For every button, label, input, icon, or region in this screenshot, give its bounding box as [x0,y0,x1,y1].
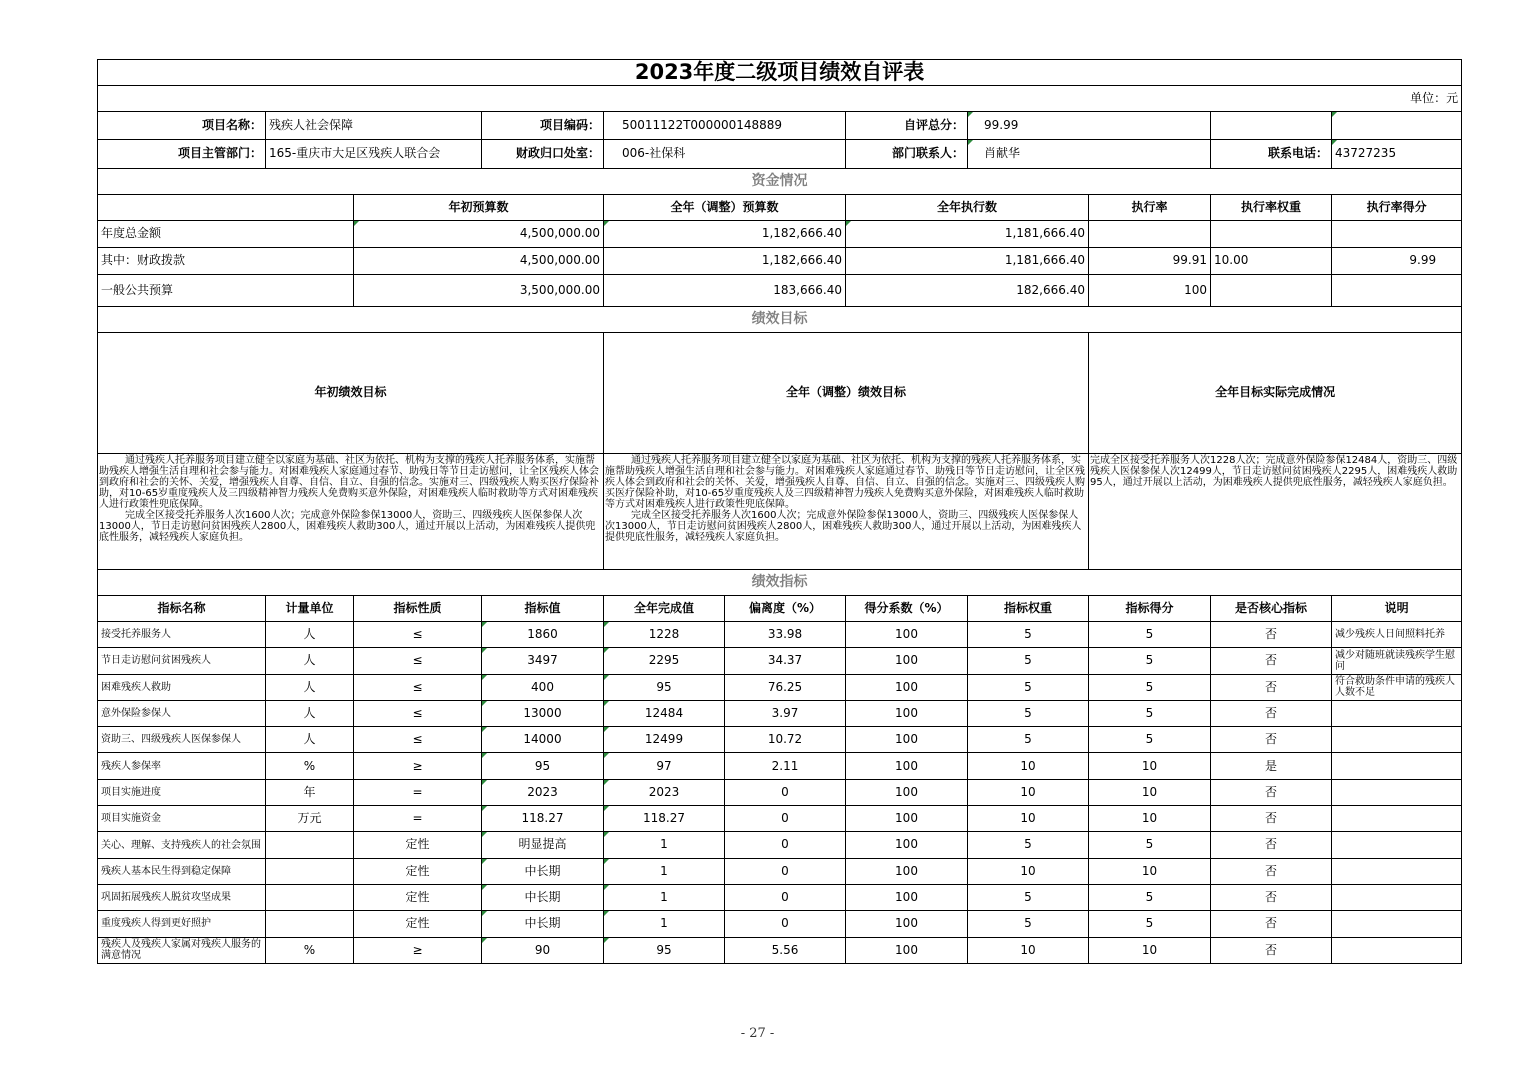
indicator-header: 得分系数（%） [846,596,968,622]
indicator-score: 5 [1089,832,1211,858]
indicator-weight: 5 [968,911,1089,937]
indicator-coef: 100 [846,753,968,779]
unit-label: 单位：元 [98,86,1462,112]
indicator-score: 10 [1089,858,1211,884]
funds-header: 执行率得分 [1332,195,1462,221]
indicator-unit: 人 [266,674,354,700]
funds-header: 年初预算数 [354,195,604,221]
indicator-deviation: 33.98 [725,622,846,648]
indicator-coef: 100 [846,674,968,700]
indicator-weight: 5 [968,622,1089,648]
indicator-header: 指标性质 [354,596,482,622]
indicator-weight: 5 [968,674,1089,700]
indicator-row [98,937,1462,963]
indicator-name: 项目实施进度 [98,779,266,805]
indicator-nature: ≥ [354,753,482,779]
funds-header: 执行率 [1089,195,1211,221]
indicator-coef: 100 [846,832,968,858]
indicator-header: 计量单位 [266,596,354,622]
indicator-header: 说明 [1332,596,1462,622]
indicator-header: 全年完成值 [604,596,725,622]
goal-paragraph: 完成全区接受托养服务人次1600人次；完成意外保险参保13000人，资助三、四级残疾人医保参保人次13000人，节日走访慰问贫困残疾人2800人，困难残疾人救助300人，通过开展以上活动，为困难残疾人提供兜底性服务，减轻残疾人家庭负担。 [99,510,596,543]
indicator-note [1332,832,1462,858]
indicator-nature: ≤ [354,727,482,753]
funds-score: 9.99 [1332,248,1462,275]
indicator-coef: 100 [846,911,968,937]
indicator-score: 10 [1089,779,1211,805]
indicator-row [98,753,1462,779]
indicator-note [1332,884,1462,910]
indicator-unit: % [266,753,354,779]
funds-rate [1089,221,1211,248]
indicator-deviation: 76.25 [725,674,846,700]
indicator-name: 资助三、四级残疾人医保参保人 [98,727,266,753]
indicator-score: 5 [1089,648,1211,674]
indicator-target: 3497 [482,648,604,674]
indicator-note [1332,779,1462,805]
indicator-core: 否 [1211,727,1332,753]
indicator-nature: = [354,806,482,832]
indicator-header: 偏离度（%） [725,596,846,622]
goal-paragraph: 通过残疾人托养服务项目建立健全以家庭为基础、社区为依托、机构为支撑的残疾人托养服务体系，实施帮助残疾人增强生活自理和社会参与能力。对困难残疾人家庭通过春节、助残日等节日走访慰问，让全区残疾人体会到政府和社会的关怀、关爱，增强残疾人自尊、自信、自立、自强的信念。实施对三、四级残疾人购买医疗保险补助，对10-65岁重度残疾人及三四级精神智力残疾人免费购买意外保险，对困难残疾人临时救助等方式对困难残疾人进行政策性兜底保障。 [99,455,599,510]
indicator-name: 关心、理解、支持残疾人的社会氛围 [98,832,266,858]
page-number: - 27 - [740,1026,775,1041]
indicator-row [98,884,1462,910]
indicator-unit: 人 [266,622,354,648]
indicator-name: 重度残疾人得到更好照护 [98,911,266,937]
indicator-score: 5 [1089,700,1211,726]
indicator-nature: ≥ [354,937,482,963]
indicators-section-title: 绩效指标 [98,570,1462,596]
indicator-name: 困难残疾人救助 [98,674,266,700]
indicator-unit: 人 [266,700,354,726]
indicator-score: 10 [1089,753,1211,779]
indicator-core: 否 [1211,700,1332,726]
indicator-coef: 100 [846,806,968,832]
indicator-actual: 1 [604,858,725,884]
indicator-core: 否 [1211,806,1332,832]
indicator-deviation: 0 [725,832,846,858]
indicator-note: 符合救助条件申请的残疾人人数不足 [1332,674,1462,700]
finance-office: 006-社保科 [604,140,846,169]
indicator-weight: 10 [968,937,1089,963]
goal-paragraph: 完成全区接受托养服务人次1600人次；完成意外保险参保13000人，资助三、四级残疾人医保参保人次13000人，节日走访慰问贫困残疾人2800人，困难残疾人救助300人，通过开展以上活动，为困难残疾人提供兜底性服务，减轻残疾人家庭负担。 [605,510,1082,543]
indicator-weight: 5 [968,648,1089,674]
funds-weight: 10.00 [1211,248,1332,275]
indicator-unit: 人 [266,648,354,674]
indicator-rows [98,622,1462,964]
empty-cell [1332,112,1462,140]
indicator-name: 残疾人基本民生得到稳定保障 [98,858,266,884]
indicator-weight: 5 [968,700,1089,726]
indicator-deviation: 0 [725,779,846,805]
funds-row [98,221,1462,248]
indicator-actual: 12499 [604,727,725,753]
indicator-score: 5 [1089,674,1211,700]
indicator-coef: 100 [846,779,968,805]
funds-initial: 4,500,000.00 [354,248,604,275]
indicator-name: 残疾人及残疾人家属对残疾人服务的满意情况 [98,937,266,963]
indicator-weight: 5 [968,832,1089,858]
indicator-target: 400 [482,674,604,700]
indicator-note [1332,806,1462,832]
indicator-target: 1860 [482,622,604,648]
indicator-coef: 100 [846,937,968,963]
indicator-deviation: 0 [725,806,846,832]
indicator-target: 13000 [482,700,604,726]
indicator-weight: 5 [968,884,1089,910]
funds-rate: 100 [1089,275,1211,307]
indicator-unit: 人 [266,727,354,753]
indicator-core: 否 [1211,937,1332,963]
indicator-deviation: 5.56 [725,937,846,963]
indicator-coef: 100 [846,727,968,753]
total-score: 99.99 [968,112,1211,140]
indicator-row [98,832,1462,858]
indicator-weight: 10 [968,858,1089,884]
indicator-nature: 定性 [354,858,482,884]
indicator-note [1332,727,1462,753]
indicator-target: 中长期 [482,911,604,937]
indicator-name: 项目实施资金 [98,806,266,832]
project-code-label: 项目编码： [482,112,604,140]
indicator-note [1332,753,1462,779]
indicator-unit [266,884,354,910]
indicator-row [98,674,1462,700]
indicator-coef: 100 [846,884,968,910]
funds-weight [1211,221,1332,248]
indicator-core: 否 [1211,779,1332,805]
goals-header: 年初绩效目标 [98,333,604,454]
finance-label: 财政归口处室： [482,140,604,169]
indicator-coef: 100 [846,648,968,674]
indicator-actual: 1 [604,832,725,858]
indicator-core: 是 [1211,753,1332,779]
project-name: 残疾人社会保障 [266,112,482,140]
indicator-core: 否 [1211,674,1332,700]
indicator-actual: 1 [604,911,725,937]
funds-header: 全年（调整）预算数 [604,195,846,221]
actual-goal-text [1089,454,1462,570]
indicator-actual: 95 [604,937,725,963]
indicator-actual: 95 [604,674,725,700]
indicator-unit [266,832,354,858]
indicator-name: 意外保险参保人 [98,700,266,726]
page-title: 2023年度二级项目绩效自评表 [98,60,1462,86]
indicator-deviation: 3.97 [725,700,846,726]
indicator-nature: ≤ [354,674,482,700]
funds-executed: 1,181,666.40 [846,221,1089,248]
indicator-note [1332,937,1462,963]
indicator-note [1332,700,1462,726]
indicator-deviation: 34.37 [725,648,846,674]
funds-row-name: 其中：财政拨款 [98,248,354,275]
indicator-core: 否 [1211,884,1332,910]
indicator-core: 否 [1211,648,1332,674]
indicator-row [98,858,1462,884]
indicator-score: 5 [1089,911,1211,937]
indicator-name: 巩固拓展残疾人脱贫攻坚成果 [98,884,266,910]
empty-cell [98,195,354,221]
dept: 165-重庆市大足区残疾人联合会 [266,140,482,169]
indicator-note: 减少对随班就读残疾学生慰问 [1332,648,1462,674]
indicator-name: 节日走访慰问贫困残疾人 [98,648,266,674]
indicator-header: 是否核心指标 [1211,596,1332,622]
indicator-unit: 万元 [266,806,354,832]
contact-label: 部门联系人： [846,140,968,169]
indicator-core: 否 [1211,622,1332,648]
funds-initial: 3,500,000.00 [354,275,604,307]
indicator-weight: 10 [968,779,1089,805]
indicator-weight: 10 [968,806,1089,832]
funds-row-name: 一般公共预算 [98,275,354,307]
funds-adjusted: 1,182,666.40 [604,248,846,275]
goals-header: 全年（调整）绩效目标 [604,333,1089,454]
indicator-note [1332,858,1462,884]
indicator-score: 10 [1089,806,1211,832]
funds-score [1332,275,1462,307]
funds-header: 全年执行数 [846,195,1089,221]
indicator-weight: 5 [968,727,1089,753]
indicator-target: 中长期 [482,884,604,910]
indicator-score: 10 [1089,937,1211,963]
indicator-actual: 118.27 [604,806,725,832]
funds-section-title: 资金情况 [98,169,1462,195]
indicator-deviation: 0 [725,884,846,910]
indicator-row [98,727,1462,753]
indicator-actual: 97 [604,753,725,779]
funds-row [98,275,1462,307]
indicator-deviation: 0 [725,858,846,884]
indicator-row [98,911,1462,937]
indicator-name: 接受托养服务人 [98,622,266,648]
indicator-score: 5 [1089,622,1211,648]
indicator-target: 2023 [482,779,604,805]
indicator-unit: 年 [266,779,354,805]
indicator-core: 否 [1211,832,1332,858]
indicator-nature: ≤ [354,648,482,674]
indicator-coef: 100 [846,700,968,726]
indicator-coef: 100 [846,622,968,648]
indicator-nature: 定性 [354,884,482,910]
initial-goal-text [98,454,604,570]
project-code: 50011122T000000148889 [604,112,846,140]
indicator-nature: ≤ [354,622,482,648]
empty-cell [1211,112,1332,140]
indicator-target: 明显提高 [482,832,604,858]
indicator-row [98,622,1462,648]
funds-adjusted: 183,666.40 [604,275,846,307]
goal-paragraph: 通过残疾人托养服务项目建立健全以家庭为基础、社区为依托、机构为支撑的残疾人托养服务体系，实施帮助残疾人增强生活自理和社会参与能力。对困难残疾人家庭通过春节、助残日等节日走访慰问，让全区残疾人体会到政府和社会的关怀、关爱，增强残疾人自尊、自信、自立、自强的信念。实施对三、四级残疾人购买医疗保险补助，对10-65岁重度残疾人及三四级精神智力残疾人免费购买意外保险，对困难残疾人临时救助等方式对困难残疾人进行政策性兜底保障。 [605,455,1085,510]
adjusted-goal-text [604,454,1089,570]
indicator-deviation: 2.11 [725,753,846,779]
indicator-unit [266,911,354,937]
funds-executed: 182,666.40 [846,275,1089,307]
indicator-deviation: 0 [725,911,846,937]
funds-initial: 4,500,000.00 [354,221,604,248]
score-label: 自评总分： [846,112,968,140]
indicator-nature: = [354,779,482,805]
indicator-target: 95 [482,753,604,779]
indicator-row [98,779,1462,805]
indicator-nature: 定性 [354,832,482,858]
contact-person: 肖献华 [968,140,1211,169]
project-name-label: 项目名称： [98,112,266,140]
indicator-weight: 10 [968,753,1089,779]
indicator-header: 指标权重 [968,596,1089,622]
indicator-core: 否 [1211,911,1332,937]
indicator-score: 5 [1089,884,1211,910]
funds-row-name: 年度总金额 [98,221,354,248]
indicator-actual: 1 [604,884,725,910]
goals-section-title: 绩效目标 [98,307,1462,333]
indicator-target: 中长期 [482,858,604,884]
dept-label: 项目主管部门： [98,140,266,169]
indicator-unit [266,858,354,884]
phone-label: 联系电话： [1211,140,1332,169]
indicator-actual: 2295 [604,648,725,674]
indicator-target: 118.27 [482,806,604,832]
indicator-note: 减少残疾人日间照料托养 [1332,622,1462,648]
funds-header: 执行率权重 [1211,195,1332,221]
indicator-note [1332,911,1462,937]
indicator-unit: % [266,937,354,963]
goals-header: 全年目标实际完成情况 [1089,333,1462,454]
indicator-actual: 2023 [604,779,725,805]
funds-weight [1211,275,1332,307]
indicator-coef: 100 [846,858,968,884]
phone-number: 43727235 [1332,140,1462,169]
funds-executed: 1,181,666.40 [846,248,1089,275]
indicator-header: 指标值 [482,596,604,622]
indicator-actual: 12484 [604,700,725,726]
indicator-target: 14000 [482,727,604,753]
indicator-score: 5 [1089,727,1211,753]
performance-table [97,59,1462,964]
indicator-name: 残疾人参保率 [98,753,266,779]
indicator-deviation: 10.72 [725,727,846,753]
indicator-core: 否 [1211,858,1332,884]
goal-paragraph: 完成全区接受托养服务人次1228人次；完成意外保险参保12484人，资助三、四级残疾人医保参保人次12499人，节日走访慰问贫困残疾人2295人，困难残疾人救助95人，通过开展以上活动，为困难残疾人提供兜底性服务，减轻残疾人家庭负担。 [1090,455,1458,488]
funds-rate: 99.91 [1089,248,1211,275]
indicator-nature: 定性 [354,911,482,937]
indicator-row [98,806,1462,832]
indicator-nature: ≤ [354,700,482,726]
indicator-header: 指标名称 [98,596,266,622]
indicator-actual: 1228 [604,622,725,648]
funds-row [98,248,1462,275]
funds-score [1332,221,1462,248]
indicator-header: 指标得分 [1089,596,1211,622]
indicator-row [98,700,1462,726]
funds-adjusted: 1,182,666.40 [604,221,846,248]
indicator-target: 90 [482,937,604,963]
indicator-row [98,648,1462,674]
